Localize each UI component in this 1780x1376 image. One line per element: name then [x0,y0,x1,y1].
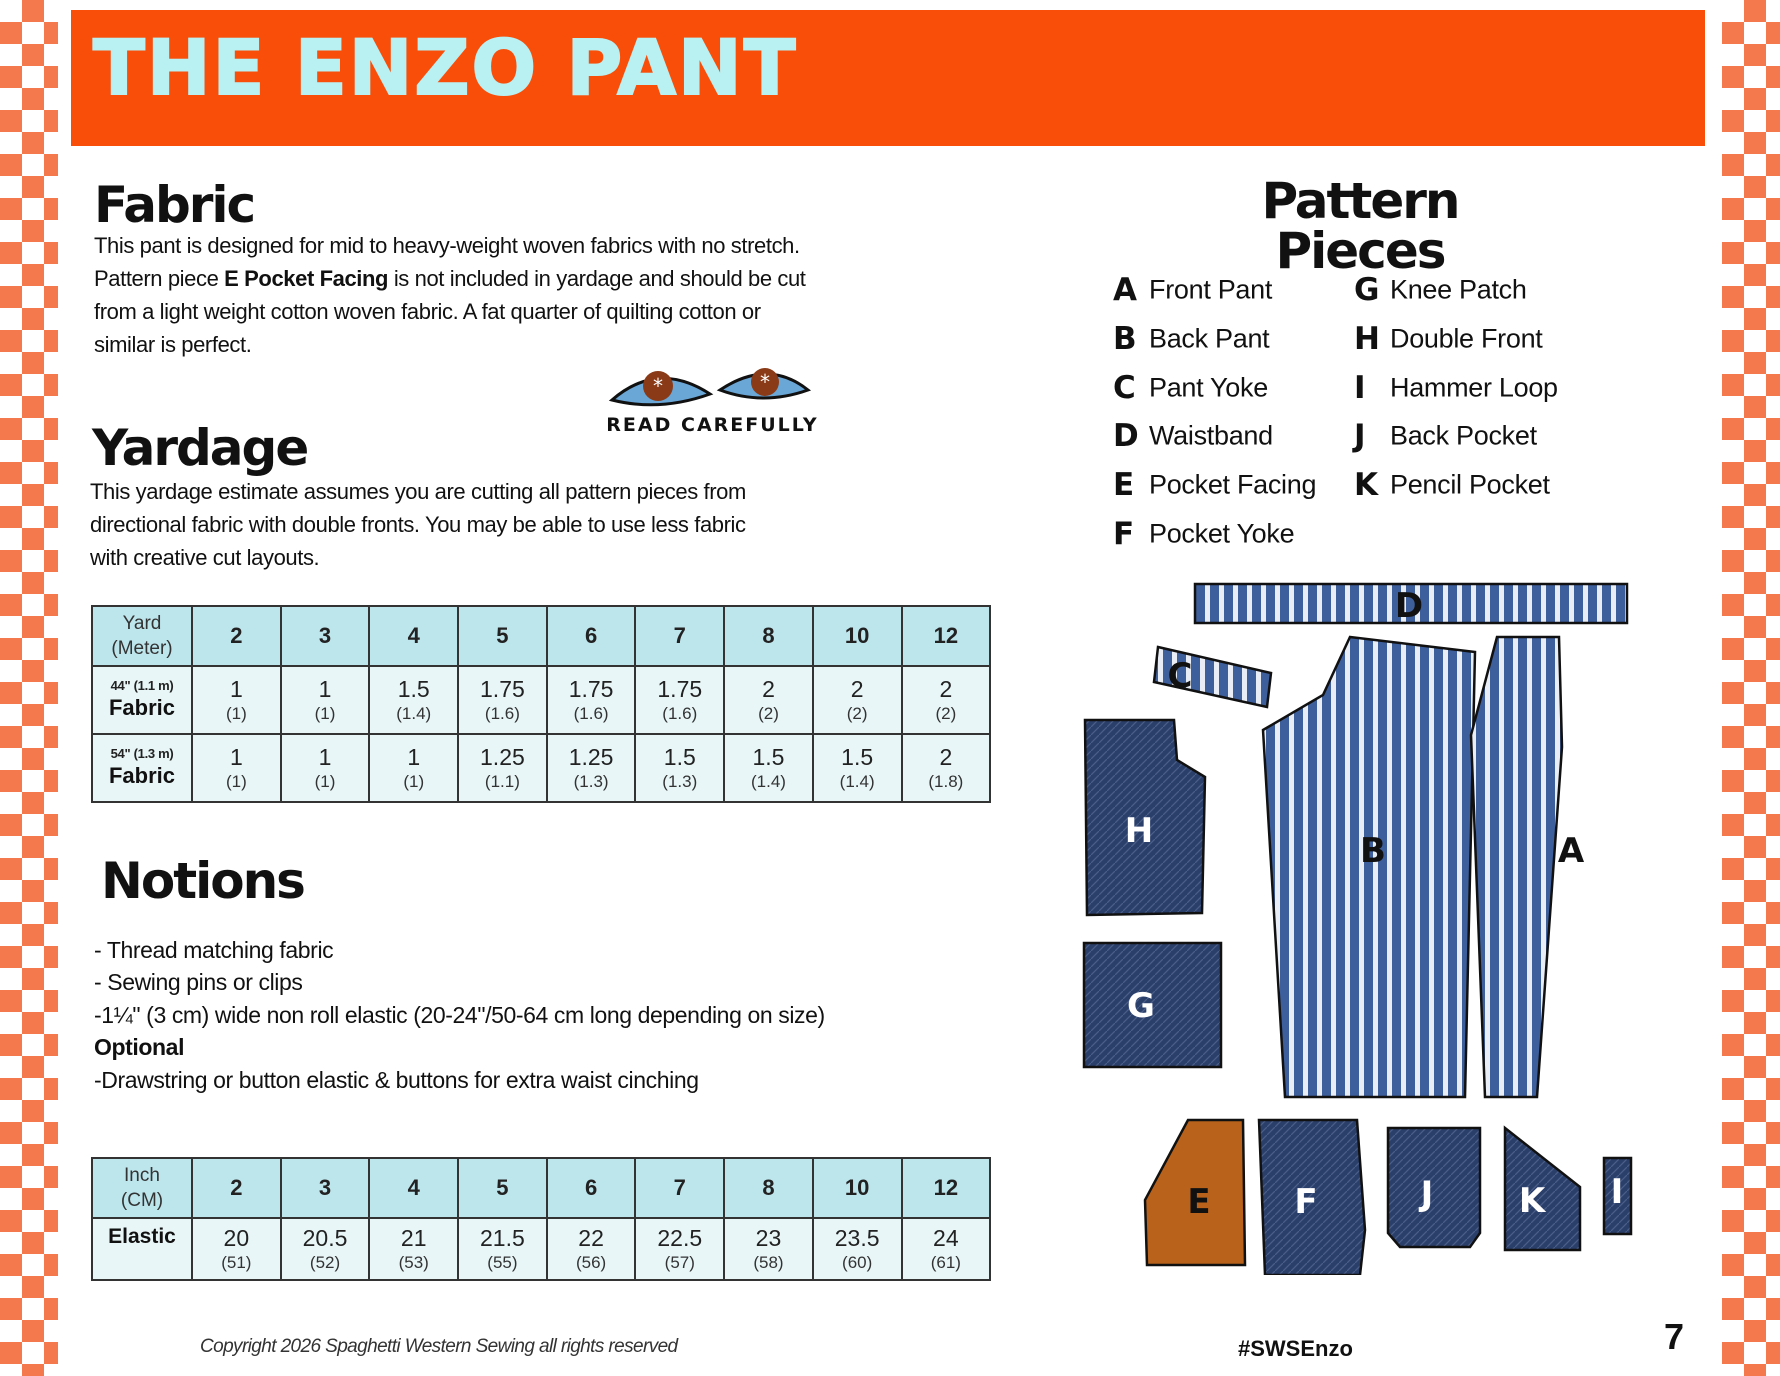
value-cell [547,1218,636,1280]
fabric-line-4: similar is perfect. [94,332,252,357]
value-cell [813,734,902,802]
piece-name: Double Front [1390,323,1543,354]
table-row [92,734,990,802]
meter-value: (2) [758,704,779,723]
size-header: 6 [547,606,636,666]
elastic-corner-cell [92,1158,192,1218]
piece-letter: K [1354,467,1379,503]
diagram-label-b: B [1360,831,1386,871]
piece-f [1113,516,1294,554]
meter-value: (1) [314,772,336,791]
yardage-line-3: with creative cut layouts. [90,545,320,570]
meter-value: (1.6) [662,704,698,723]
notions-optional-label: Optional [94,1034,185,1060]
piece-name: Back Pocket [1390,420,1537,451]
piece-letter: I [1354,370,1366,406]
value-cell [281,734,370,802]
fabric-line-1: This pant is designed for mid to heavy-weight woven fabrics with no stretch. [94,233,800,258]
meter-value: (1.6) [484,704,520,723]
table-row [92,666,990,734]
pattern-pieces-heading: Pattern Pieces [1261,172,1459,280]
elastic-table [91,1157,991,1281]
meter-value: (1) [225,704,247,723]
value-cell [813,666,902,734]
yard-value: 1 [229,676,243,702]
value-cell [369,666,458,734]
size-header: 8 [724,606,813,666]
cm-value: (61) [930,1253,961,1272]
yard-value: 1.75 [568,676,614,702]
piece-letter: E [1113,467,1135,503]
diagram-label-j: J [1420,1174,1434,1214]
diagram-label-c: C [1167,656,1193,696]
inch-value: 21 [400,1225,427,1251]
meter-value: (2) [935,704,957,723]
meter-label: (Meter) [111,638,173,659]
value-cell [369,1218,458,1280]
size-header: 12 [902,1158,991,1218]
piece-letter: F [1113,516,1135,552]
yardage-table [91,605,991,803]
size-header: 2 [192,1158,281,1218]
fabric-description [94,229,806,361]
meter-value: (1.3) [573,772,609,791]
value-cell [635,666,724,734]
size-header: 4 [369,1158,458,1218]
meter-value: (1.4) [750,772,786,791]
value-cell [192,666,281,734]
elastic-row-label: Elastic [92,1218,192,1280]
piece-letter: B [1113,321,1137,357]
piece-a-shape [1471,637,1562,1097]
row-label-54 [92,734,192,802]
yardage-line-1: This yardage estimate assumes you are cutting all pattern pieces from [90,479,746,504]
fabric-line-2-post: is not included in yardage and should be cut [388,266,806,291]
size-header: 12 [902,606,991,666]
piece-i [1354,370,1558,408]
fabric-width: 44" (1.1 m) [110,677,174,693]
inch-value: 22.5 [657,1225,703,1251]
inch-value: 23.5 [834,1225,880,1251]
value-cell [635,1218,724,1280]
page-number: 7 [1664,1316,1685,1357]
piece-letter: H [1354,321,1380,357]
inch-value: 21.5 [480,1225,525,1251]
fabric-heading: Fabric [94,176,255,234]
piece-e [1113,467,1316,505]
title-banner [71,10,1705,146]
value-cell [458,666,547,734]
value-cell [724,1218,813,1280]
pattern-layout-diagram [1075,575,1645,1275]
size-header: 7 [635,1158,724,1218]
diagram-label-k: K [1518,1181,1546,1221]
yard-value: 1 [407,744,421,770]
piece-name: Pencil Pocket [1390,469,1550,500]
piece-name: Knee Patch [1390,274,1527,305]
value-cell [192,734,281,802]
size-header: 3 [281,606,370,666]
inch-value: 24 [933,1225,959,1251]
copyright-notice: Copyright 2026 Spaghetti Western Sewing all rights reserved [200,1336,678,1357]
read-carefully-label: READ CAREFULLY [606,414,819,436]
diagram-label-h: H [1124,811,1154,851]
page-title: THE ENZO PANT [93,23,798,112]
yard-value: 1 [318,744,332,770]
value-cell [902,734,991,802]
value-cell [902,1218,991,1280]
piece-h [1354,321,1542,359]
value-cell [281,1218,370,1280]
piece-a [1113,272,1272,310]
yard-value: 1.5 [841,744,874,770]
size-header: 3 [281,1158,370,1218]
hashtag: #SWSEnzo [1238,1336,1353,1361]
cm-value: (60) [842,1253,873,1272]
yardage-description [90,475,746,574]
value-cell [281,666,370,734]
value-cell [902,666,991,734]
piece-k [1354,467,1550,505]
size-header: 2 [192,606,281,666]
notion-item-thread: - Thread matching fabric [94,937,334,963]
diagram-label-d: D [1394,586,1424,626]
yardage-corner-cell [92,606,192,666]
piece-c [1113,370,1268,408]
yardage-header-row [92,606,990,666]
yard-value: 2 [939,744,953,770]
yard-label: Yard [122,613,162,634]
notion-item-pins: - Sewing pins or clips [94,969,303,995]
meter-value: (1.4) [839,772,875,791]
value-cell [635,734,724,802]
value-cell [458,734,547,802]
piece-g [1354,272,1527,310]
diagram-label-i: I [1610,1172,1624,1212]
piece-letter: D [1113,418,1139,454]
yardage-heading: Yardage [92,419,308,477]
notions-heading: Notions [101,852,304,910]
inch-value: 23 [755,1225,782,1251]
table-row [92,1218,990,1280]
size-header: 10 [813,606,902,666]
yard-value: 1.5 [752,744,785,770]
notion-item-elastic: -1¼" (3 cm) wide non roll elastic (20-24"/50-64 cm long depending on size) [94,1002,825,1028]
value-cell [724,666,813,734]
yard-value: 2 [850,676,864,702]
yard-value: 1.5 [397,676,430,702]
cm-value: (55) [487,1253,518,1272]
piece-j [1354,418,1537,456]
meter-value: (1) [314,704,336,723]
yard-value: 1.75 [657,676,703,702]
svg-text:*: * [760,370,770,394]
cm-value: (51) [221,1253,252,1272]
value-cell [458,1218,547,1280]
fabric-label: Fabric [108,694,176,720]
value-cell [369,734,458,802]
diagram-label-g: G [1127,986,1155,1026]
fabric-line-3: from a light weight cotton woven fabric. A fat quarter of quilting cotton or [94,299,761,324]
elastic-header-row [92,1158,990,1218]
yardage-line-2: directional fabric with double fronts. You may be able to use less fabric [90,512,746,537]
size-header: 10 [813,1158,902,1218]
eyes-icon [598,360,828,450]
piece-name: Pant Yoke [1149,372,1268,403]
yard-value: 1.25 [568,744,614,770]
cm-value: (56) [575,1253,607,1272]
yard-value: 1.25 [480,744,525,770]
size-header: 8 [724,1158,813,1218]
piece-d [1113,418,1273,456]
size-header: 7 [635,606,724,666]
cm-value: (53) [398,1253,429,1272]
meter-value: (1.6) [573,704,609,723]
yard-value: 1.75 [480,676,525,702]
piece-letter: J [1354,418,1366,454]
cm-label: (CM) [120,1190,164,1211]
value-cell [813,1218,902,1280]
piece-letter: G [1354,272,1380,308]
size-header: 5 [458,1158,547,1218]
piece-name: Hammer Loop [1390,372,1558,403]
yard-value: 1 [229,744,243,770]
meter-value: (1) [403,772,425,791]
inch-value: 22 [578,1225,604,1251]
value-cell [724,734,813,802]
inch-value: 20.5 [302,1225,348,1251]
piece-letter: A [1113,272,1137,308]
size-header: 5 [458,606,547,666]
inch-label: Inch [124,1165,160,1186]
row-label-44 [92,666,192,734]
piece-name: Front Pant [1149,274,1273,305]
meter-value: (1.3) [662,772,698,791]
meter-value: (1.8) [928,772,964,791]
piece-j-shape [1388,1128,1480,1247]
svg-text:*: * [653,374,663,398]
value-cell [547,734,636,802]
cm-value: (58) [753,1253,784,1272]
yard-value: 2 [939,676,953,702]
piece-letter: C [1113,370,1136,406]
size-header: 6 [547,1158,636,1218]
cm-value: (57) [664,1253,695,1272]
diagram-label-e: E [1187,1182,1211,1222]
yard-value: 2 [762,676,775,702]
piece-b [1113,321,1269,359]
inch-value: 20 [223,1225,250,1251]
notion-item-drawstring: -Drawstring or button elastic & buttons for extra waist cinching [94,1067,699,1093]
fabric-line-2 [94,262,806,295]
fabric-width: 54" (1.3 m) [110,745,174,761]
checker-border-right [1722,0,1780,1376]
pocket-facing-emphasis: E Pocket Facing [224,266,389,291]
fabric-label: Fabric [108,762,176,788]
meter-value: (1) [225,772,247,791]
value-cell [192,1218,281,1280]
yard-value: 1 [318,676,332,702]
fabric-line-2-pre: Pattern piece [94,266,225,291]
piece-name: Pocket Facing [1149,469,1317,500]
diagram-label-f: F [1294,1182,1318,1222]
checker-border-left [0,0,58,1376]
meter-value: (2) [846,704,868,723]
size-header: 4 [369,606,458,666]
piece-name: Pocket Yoke [1149,518,1295,549]
yard-value: 1.5 [663,744,696,770]
meter-value: (1.4) [396,704,432,723]
meter-value: (1.1) [484,772,520,791]
diagram-label-a: A [1557,831,1585,871]
piece-name: Waistband [1149,420,1273,451]
value-cell [547,666,636,734]
piece-name: Back Pant [1149,323,1270,354]
cm-value: (52) [309,1253,341,1272]
